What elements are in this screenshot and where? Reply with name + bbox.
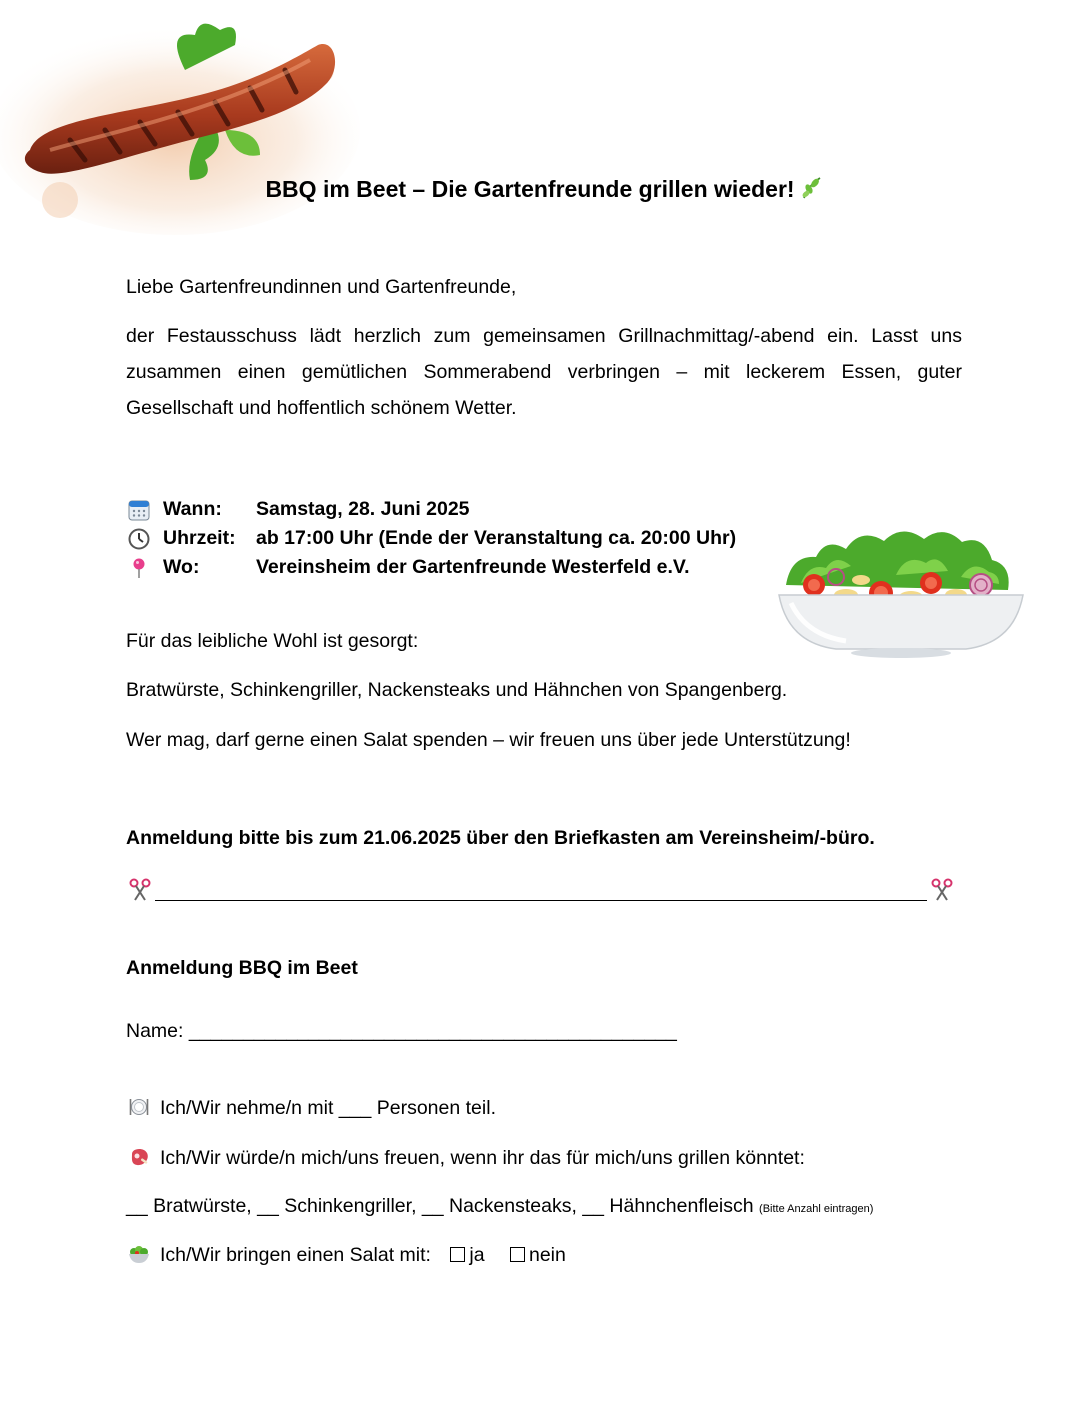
option-no[interactable] [510, 1244, 566, 1266]
form-heading: Anmeldung BBQ im Beet [126, 957, 358, 979]
where-value: Vereinsheim der Gartenfreunde Westerfeld e.V. [256, 556, 690, 578]
time-label: Uhrzeit: [163, 527, 236, 549]
checkbox-no[interactable] [510, 1247, 525, 1262]
salad-donation-note: Wer mag, darf gerne einen Salat spenden – wir freuen uns über jede Unterstützung! [126, 729, 851, 751]
time-value: ab 17:00 Uhr (Ende der Veranstaltung ca. 20:00 Uhr) [256, 527, 737, 549]
salad-icon [128, 1243, 150, 1265]
greeting: Liebe Gartenfreundinnen und Gartenfreunde, [126, 276, 517, 298]
intro-paragraph: der Festausschuss lädt herzlich zum gemeinsamen Grillnachmittag/-abend ein. Lasst uns zusammen einen gemütlichen Sommerabend verbringen – mit leckerem Essen, guter Gesellschaft und hoffentlich schönem Wetter. [126, 325, 962, 419]
persons-text[interactable]: Ich/Wir nehme/n mit ___ Personen teil. [160, 1097, 496, 1119]
when-value: Samstag, 28. Juni 2025 [256, 498, 470, 520]
option-no-label: nein [528, 1244, 566, 1266]
option-yes[interactable] [450, 1244, 484, 1266]
herb-icon [801, 176, 823, 200]
scissors-icon [128, 878, 152, 902]
grill-wish-row [128, 1140, 805, 1176]
grill-hint: (Bitte Anzahl eintragen) [759, 1203, 874, 1215]
when-label: Wann: [163, 498, 222, 520]
food-items: Bratwürste, Schinkengriller, Nackensteaks und Hähnchen von Spangenberg. [126, 679, 788, 701]
calendar-icon [128, 499, 150, 521]
checkbox-yes[interactable] [450, 1247, 465, 1262]
grill-items-text[interactable]: __ Bratwürste, __ Schinkengriller, __ Nackensteaks, __ Hähnchenfleisch [126, 1195, 754, 1217]
clock-icon [128, 528, 150, 550]
scissors-icon [930, 878, 954, 902]
option-yes-label: ja [469, 1244, 485, 1266]
pin-icon [128, 557, 150, 579]
grill-wish-text: Ich/Wir würde/n mich/uns freuen, wenn ihr das für mich/uns grillen könntet: [160, 1147, 805, 1169]
page-title: BBQ im Beet – Die Gartenfreunde grillen wieder! [0, 176, 1088, 203]
registration-deadline: Anmeldung bitte bis zum 21.06.2025 über den Briefkasten am Vereinsheim/-büro. [126, 827, 875, 849]
salad-question-text: Ich/Wir bringen einen Salat mit: [160, 1244, 431, 1266]
plate-icon [128, 1096, 150, 1118]
where-label: Wo: [163, 556, 200, 578]
meat-icon [128, 1146, 150, 1168]
persons-row [128, 1090, 496, 1126]
cut-line-stroke [155, 900, 927, 901]
food-intro: Für das leibliche Wohl ist gesorgt: [126, 630, 419, 652]
sausage-illustration [0, 0, 380, 250]
salad-question-row [128, 1237, 566, 1273]
salad-bowl-illustration [776, 515, 1026, 660]
grill-items-row [126, 1188, 873, 1227]
cut-line [128, 876, 954, 904]
name-field[interactable]: Name: _____________________________________________ [126, 1020, 677, 1042]
